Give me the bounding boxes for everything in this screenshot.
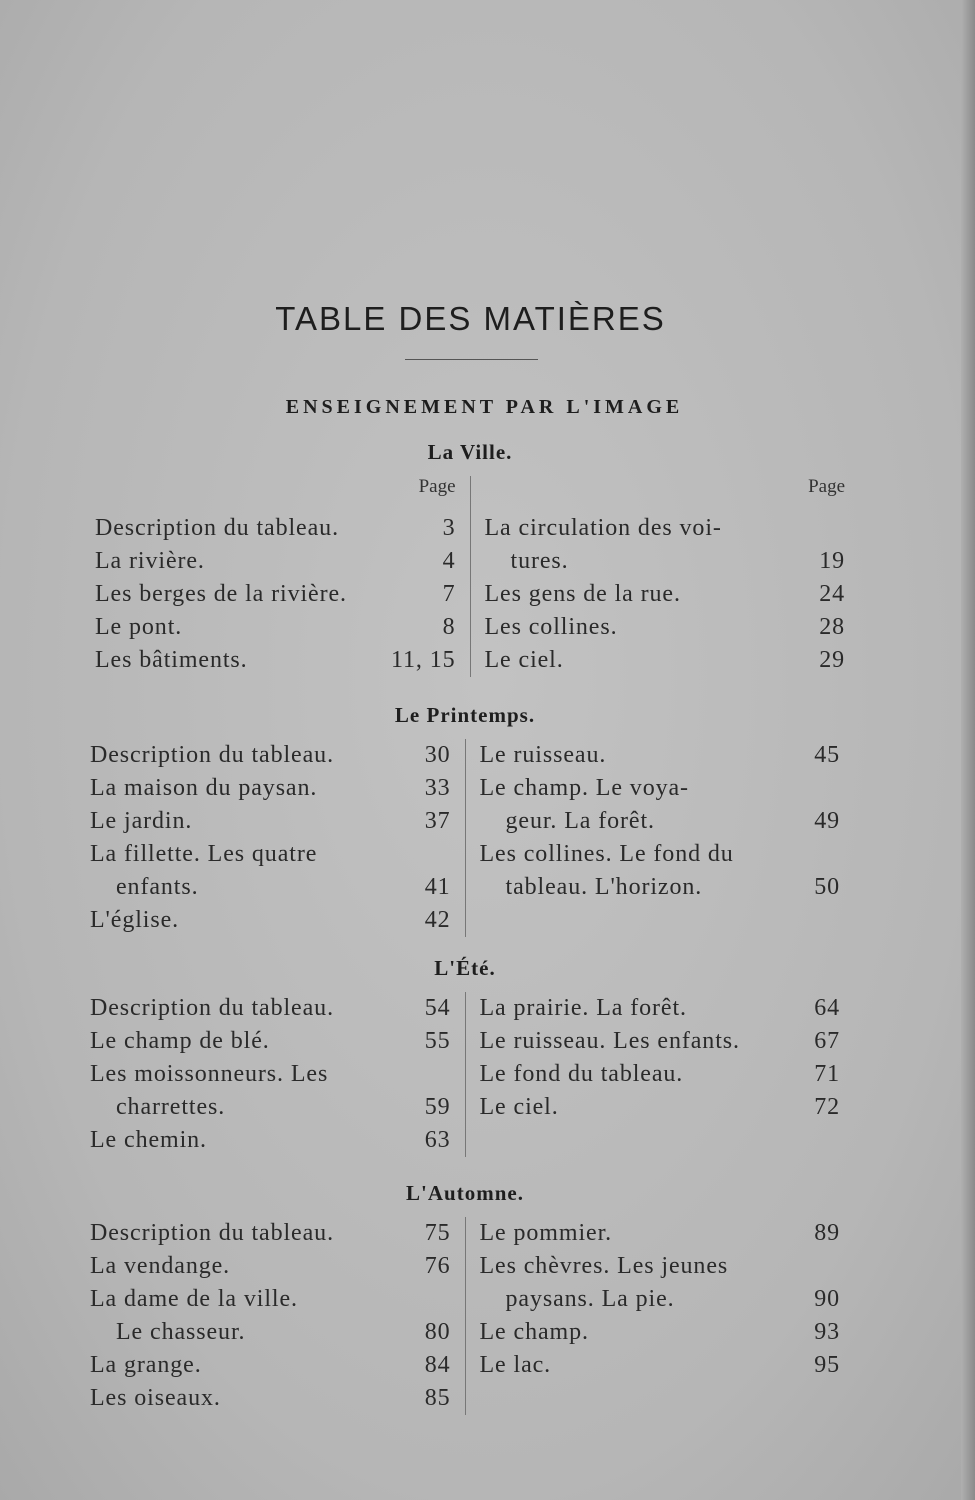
entry-page-number: 95 [814, 1352, 840, 1378]
entry-line [480, 1250, 841, 1283]
entry-title: Le pont. [95, 614, 183, 640]
entry-page-number: 30 [424, 742, 451, 768]
toc-entry [480, 739, 841, 772]
entry-title: geur. La forêt. [505, 808, 655, 834]
entry-page-number: 7 [442, 581, 456, 607]
toc-entry [90, 1382, 451, 1415]
toc-entry [90, 1058, 451, 1124]
entry-title: Le champ. Le voya- [479, 775, 689, 801]
entry-line [90, 1124, 451, 1157]
entry-page-number: 4 [442, 548, 456, 574]
entry-title: Les chèvres. Les jeunes [479, 1253, 729, 1279]
entry-line [95, 644, 456, 677]
toc-entry [480, 1217, 841, 1250]
entry-line [95, 578, 456, 611]
entry-line [90, 1283, 451, 1316]
entry-title: Le ciel. [479, 1094, 559, 1120]
entry-line [90, 1217, 451, 1250]
entry-page-number: 71 [814, 1061, 840, 1087]
entry-line [95, 545, 456, 578]
entry-title: La rivière. [95, 548, 205, 574]
entry-title: Le lac. [479, 1352, 552, 1378]
entry-page-number: 76 [424, 1253, 451, 1279]
toc-entry [90, 992, 451, 1025]
entry-title: Le ciel. [484, 647, 564, 673]
toc-entry [480, 1349, 841, 1382]
toc-column-left [90, 1217, 465, 1415]
toc-entry [95, 545, 456, 578]
toc-entry [95, 578, 456, 611]
entry-line [90, 1382, 451, 1415]
entry-title: Les bâtiments. [95, 647, 248, 673]
entry-page-number: 37 [424, 808, 451, 834]
entry-line [90, 1025, 451, 1058]
toc-column-right [470, 476, 846, 677]
entry-title: Les oiseaux. [90, 1385, 221, 1411]
toc-entry [95, 611, 456, 644]
section-heading: L'Été. [434, 956, 496, 980]
entry-title: La fillette. Les quatre [90, 841, 318, 867]
entry-title: Le ruisseau. [479, 742, 607, 768]
toc-entry [485, 512, 846, 578]
toc-entry [480, 992, 841, 1025]
entry-title: Le chasseur. [116, 1319, 246, 1345]
entry-page-number: 75 [424, 1220, 451, 1246]
entry-page-number: 64 [814, 995, 840, 1021]
toc-column-left [90, 739, 465, 937]
entry-line [95, 512, 456, 545]
toc-section [90, 1181, 840, 1415]
entry-page-number: 55 [424, 1028, 451, 1054]
entry-line [480, 739, 841, 772]
toc-column-left [95, 476, 470, 677]
entry-page-number: 45 [814, 742, 840, 768]
entry-title: Le champ de blé. [90, 1028, 270, 1054]
page-column-label: Page [418, 476, 456, 497]
page-spine-edge [961, 0, 975, 1500]
toc-entry [485, 611, 846, 644]
entry-line [485, 611, 846, 644]
toc-entry [90, 772, 451, 805]
entry-title: charrettes. [116, 1094, 226, 1120]
toc-entry [90, 1124, 451, 1157]
entry-title: Le fond du tableau. [479, 1061, 684, 1087]
entry-line [90, 805, 451, 838]
entry-line [90, 838, 451, 871]
entry-line [90, 1250, 451, 1283]
entry-line [485, 644, 846, 677]
toc-entry [90, 1250, 451, 1283]
entry-title: Description du tableau. [90, 1220, 334, 1246]
entry-page-number: 54 [424, 995, 451, 1021]
entry-title: Le champ. [479, 1319, 589, 1345]
entry-page-number: 80 [424, 1319, 451, 1345]
entry-line [480, 1217, 841, 1250]
entry-page-number: 50 [814, 874, 840, 900]
entry-page-number: 49 [814, 808, 840, 834]
entry-line [485, 578, 846, 611]
entry-line [480, 772, 841, 805]
entry-page-number: 33 [424, 775, 451, 801]
entry-page-number: 63 [424, 1127, 451, 1153]
toc-entry [95, 512, 456, 545]
entry-page-number: 3 [442, 515, 456, 541]
entry-line [90, 739, 451, 772]
entry-page-number: 11, 15 [390, 647, 456, 673]
toc-section [90, 956, 840, 1157]
entry-line [485, 545, 846, 578]
entry-title: La dame de la ville. [90, 1286, 298, 1312]
entry-title: La grange. [90, 1352, 202, 1378]
toc-entry [90, 1217, 451, 1250]
toc-entry [485, 578, 846, 611]
entry-line [480, 992, 841, 1025]
page-column-label: Page [808, 476, 845, 497]
toc-entry [485, 644, 846, 677]
toc-entry [90, 1283, 451, 1349]
entry-title: Les collines. Le fond du [479, 841, 734, 867]
entry-line [90, 1091, 451, 1124]
entry-page-number: 42 [424, 907, 451, 933]
toc-entry [90, 838, 451, 904]
entry-line [480, 838, 841, 871]
toc-section [95, 440, 845, 677]
section-heading: L'Automne. [406, 1181, 524, 1205]
entry-line [480, 1283, 841, 1316]
entry-line [485, 512, 846, 545]
toc-entry [480, 1250, 841, 1316]
toc-entry [480, 838, 841, 904]
title-rule [405, 359, 538, 360]
entry-line [480, 1349, 841, 1382]
entry-title: Les berges de la rivière. [95, 581, 347, 607]
entry-page-number: 59 [424, 1094, 451, 1120]
entry-page-number: 90 [814, 1286, 840, 1312]
entry-page-number: 72 [814, 1094, 840, 1120]
entry-title: La circulation des voi- [484, 515, 722, 541]
entry-line [90, 772, 451, 805]
entry-title: La maison du paysan. [90, 775, 318, 801]
toc-column-right [465, 1217, 841, 1415]
entry-page-number: 84 [424, 1352, 451, 1378]
entry-title: enfants. [116, 874, 199, 900]
entry-title: La prairie. La forêt. [479, 995, 687, 1021]
toc-section [90, 703, 840, 937]
toc-column-left [90, 992, 465, 1157]
toc-column-right [465, 739, 841, 937]
section-heading: La Ville. [427, 440, 513, 464]
toc-entry [480, 1091, 841, 1124]
entry-title: Le chemin. [90, 1127, 207, 1153]
toc-column-right [465, 992, 841, 1157]
entry-page-number: 29 [819, 647, 845, 673]
entry-title: Description du tableau. [90, 995, 334, 1021]
entry-title: tableau. L'horizon. [505, 874, 703, 900]
entry-title: paysans. La pie. [505, 1286, 675, 1312]
entry-line [480, 1091, 841, 1124]
entry-title: tures. [510, 548, 569, 574]
entry-page-number: 19 [819, 548, 845, 574]
entry-title: Les gens de la rue. [484, 581, 681, 607]
entry-page-number: 93 [814, 1319, 840, 1345]
part-heading: ENSEIGNEMENT PAR L'IMAGE [285, 396, 684, 418]
entry-line [90, 904, 451, 937]
entry-title: Description du tableau. [90, 742, 334, 768]
toc-entry [480, 1058, 841, 1091]
entry-title: Le ruisseau. Les enfants. [479, 1028, 740, 1054]
toc-entry [90, 739, 451, 772]
entry-title: La vendange. [90, 1253, 231, 1279]
entry-page-number: 24 [819, 581, 845, 607]
entry-title: Description du tableau. [95, 515, 339, 541]
toc-columns [90, 992, 840, 1157]
toc-entry [480, 772, 841, 838]
page-title: TABLE DES MATIÈRES [275, 300, 666, 337]
entry-line [480, 1058, 841, 1091]
section-heading: Le Printemps. [394, 703, 536, 727]
entry-title: Les collines. [484, 614, 618, 640]
entry-title: Le pommier. [479, 1220, 613, 1246]
toc-entry [90, 904, 451, 937]
entry-line [90, 871, 451, 904]
toc-entry [95, 644, 456, 677]
toc-entry [90, 805, 451, 838]
toc-entry [90, 1349, 451, 1382]
entry-line [90, 1058, 451, 1091]
entry-page-number: 28 [819, 614, 845, 640]
entry-line [95, 611, 456, 644]
toc-columns [90, 739, 840, 937]
toc-columns [95, 476, 845, 677]
entry-page-number: 8 [442, 614, 456, 640]
entry-title: Les moissonneurs. Les [90, 1061, 329, 1087]
entry-title: Le jardin. [90, 808, 193, 834]
entry-line [480, 1316, 841, 1349]
entry-page-number: 41 [424, 874, 451, 900]
entry-line [480, 805, 841, 838]
toc-entry [90, 1025, 451, 1058]
entry-page-number: 67 [814, 1028, 840, 1054]
entry-line [90, 992, 451, 1025]
toc-entry [480, 1316, 841, 1349]
entry-title: L'église. [90, 907, 180, 933]
toc-columns [90, 1217, 840, 1415]
entry-line [90, 1316, 451, 1349]
entry-line [480, 1025, 841, 1058]
entry-page-number: 89 [814, 1220, 840, 1246]
toc-entry [480, 1025, 841, 1058]
entry-line [90, 1349, 451, 1382]
entry-line [480, 871, 841, 904]
entry-page-number: 85 [424, 1385, 451, 1411]
